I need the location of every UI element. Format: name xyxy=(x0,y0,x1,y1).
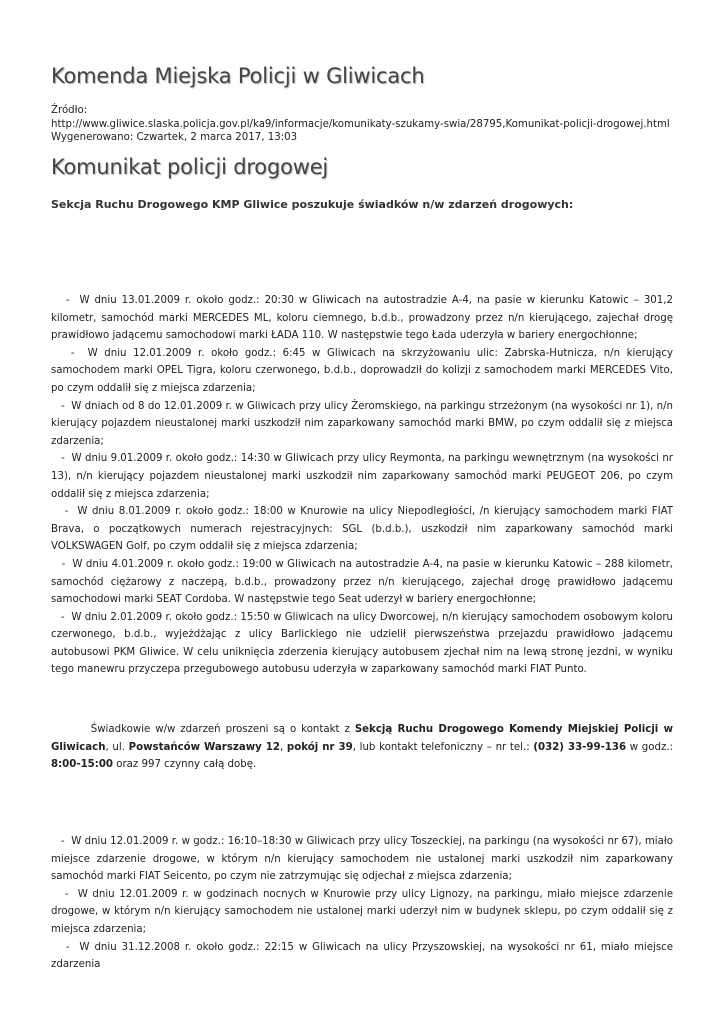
contact-phone: (032) 33-99-136 xyxy=(533,741,627,753)
incident-item: - W dniu 4.01.2009 r. około godz.: 19:00 w Gliwicach na autostradzie A-4, na pasie w kierunku Katowic – 288 kilometr, samochód ciężarowy z naczepą, b.d.b., prowadzony przez n/n kierującego, zajechał drogę prawidłowo jadącemu samochodowi marki SEAT Cordoba. W następstwie tego Seat uderzył w bariery energochłonne; xyxy=(51,558,677,606)
contact-hours: 8:00-15:00 xyxy=(51,759,113,771)
contact-text: oraz 997 czynny całą dobę. xyxy=(113,759,257,771)
contact-room: pokój nr 39 xyxy=(286,741,353,753)
contact-text: , xyxy=(279,741,287,753)
contact-text: , ul. xyxy=(105,741,129,753)
incident-item: - W dniach od 8 do 12.01.2009 r. w Gliwicach przy ulicy Żeromskiego, na parkingu strzeżonym (na wysokości nr 1), n/n kierujący pojazdem nieustalonej marki uszkodził nim zaparkowany samochód marki BMW, po czym oddalił się z miejsca zdarzenia; xyxy=(51,400,677,447)
article-title: Komunikat policji drogowej xyxy=(51,155,329,179)
site-title: Komenda Miejska Policji w Gliwicach xyxy=(51,64,425,88)
incident-item: - W dniu 12.01.2009 r. w godzinach nocnych w Knurowie przy ulicy Lignozy, na parkingu, miało miejsce zdarzenie drogowe, w którym n/n kierujący samochodem nie ustalonej marki uderzył nim w budynek sklepu, po czym oddalił się z miejsca zdarzenia; xyxy=(51,888,677,935)
incident-item: - W dniu 2.01.2009 r. około godz.: 15:50 w Gliwicach na ulicy Dworcowej, n/n kierujący samochodem osobowym koloru czerwonego, b.d.b., wyjeżdżając z ulicy Barlickiego nie udzielił pierwszeństwa przejazdu prawidłowo jadącemu autobusowi PKM Gliwice. W celu uniknięcia zderzenia kierujący autobusem zjechał nim na lewą stronę jezdni, w wyniku tego manewru przyczepa przegubowego autobusu uderzyła w zaparkowany samochód marki FIAT Punto. xyxy=(51,611,677,676)
contact-text: Świadkowie w/w zdarzeń proszeni są o kontakt z xyxy=(51,724,355,735)
incident-list-1 xyxy=(51,292,677,679)
source-meta xyxy=(51,104,670,145)
source-url[interactable]: http://www.gliwice.slaska.policja.gov.pl/ka9/informacje/komunikaty-szukamy-swia/28795,Komunikat-policji-drogowej.html xyxy=(51,118,670,130)
incident-item: - W dniu 9.01.2009 r. około godz.: 14:30 w Gliwicach przy ulicy Reymonta, na parkingu wewnętrznym (na wysokości nr 13), n/n kierujący pojazdem nieustalonej marki uszkodził nim zaparkowany samochód marki PEUGEOT 206, po czym oddalił się z miejsca zdarzenia; xyxy=(51,453,677,500)
incident-item: - W dniu 13.01.2009 r. około godz.: 20:30 w Gliwicach na autostradzie A-4, na pasie w kierunku Katowic – 301,2 kilometr, samochód marki MERCEDES ML, koloru ciemnego, b.d.b., prowadzony przez n/n kierującego, zajechał drogę prawidłowo jadącemu samochodowi marki ŁADA 110. W następstwie tego Łada uderzyła w bariery energochłonne; xyxy=(51,295,677,342)
incident-item: - W dniu 8.01.2009 r. około godz.: 18:00 w Knurowie na ulicy Niepodległości, /n kierujący samochodem marki FIAT Brava, o początkowych numerach rejestracyjnych: SGL (b.d.b.), uszkodził nim zaparkowany samochód marki VOLKSWAGEN Golf, po czym oddalił się z miejsca zdarzenia; xyxy=(51,506,677,553)
contact-text: , lub kontakt telefoniczny – nr tel.: xyxy=(352,741,534,753)
contact-paragraph xyxy=(51,721,677,774)
incident-list-2 xyxy=(51,833,677,974)
incident-item: - W dniu 12.01.2009 r. około godz.: 6:45 w Gliwicach na skrzyżowaniu ulic: Zabrska-Hutnicza, n/n kierujący samochodem marki OPEL Tigra, koloru czerwonego, b.d.b., doprowadził do kolizji z samochodem marki MERCEDES Vito, po czym oddalił się z miejsca zdarzenia; xyxy=(51,347,677,394)
contact-street: Powstańców Warszawy 12 xyxy=(128,741,280,753)
contact-text: w godz.: xyxy=(626,741,677,753)
incident-item: - W dniu 12.01.2009 r. w godz.: 16:10–18:30 w Gliwicach przy ulicy Toszeckiej, na parkingu (na wysokości nr 67), miało miejsce zdarzenie drogowe, w którym n/n kierujący samochodem nie ustalonej marki uszkodził nim zaparkowany samochód marki FIAT Seicento, po czym nie zatrzymując się odjechał z miejsca zdarzenia; xyxy=(51,836,677,883)
article-lead: Sekcja Ruchu Drogowego KMP Gliwice poszukuje świadków n/w zdarzeń drogowych: xyxy=(51,198,574,211)
contact-unit: Sekcją Ruchu Drogowego Komendy Miejskiej Policji w Gliwicach xyxy=(51,724,677,753)
generated-date: Wygenerowano: Czwartek, 2 marca 2017, 13:03 xyxy=(51,132,298,143)
incident-item: - W dniu 31.12.2008 r. około godz.: 22:15 w Gliwicach na ulicy Przyszowskiej, na wysokości nr 61, miało miejsce zdarzenia xyxy=(51,941,677,971)
source-label: Źródło: xyxy=(51,105,88,116)
